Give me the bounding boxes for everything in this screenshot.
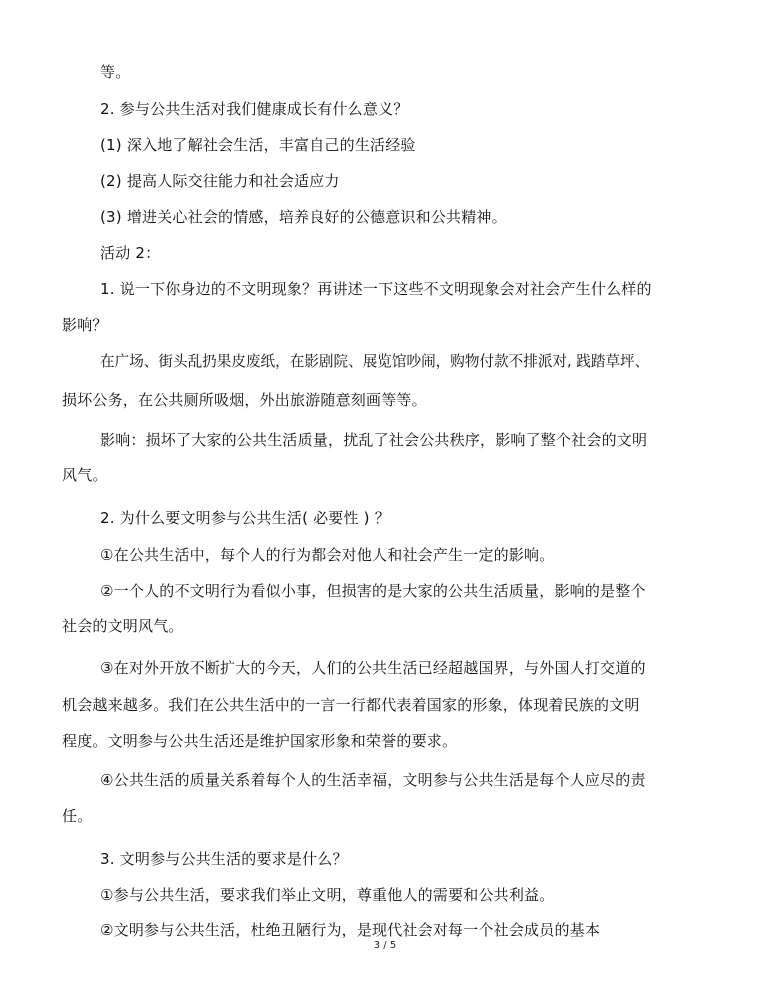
text-line: ①在公共生活中，每个人的行为都会对他人和社会产生一定的影响。	[100, 546, 555, 564]
text-line: 机会越来越多。我们在公共生活中的一言一行都代表着国家的形象，体现着民族的文明	[62, 696, 640, 714]
text-line: ②文明参与公共生活，杜绝丑陋行为，是现代社会对每一个社会成员的基本	[100, 921, 601, 939]
text-line: (1) 深入地了解社会生活，丰富自己的生活经验	[100, 136, 416, 154]
text-line: (3) 增进关心社会的情感，培养良好的公德意识和公共精神。	[100, 208, 507, 226]
text-line: 任。	[62, 807, 93, 825]
text-line: ②一个人的不文明行为看似小事，但损害的是大家的公共生活质量，影响的是整个	[100, 582, 646, 600]
text-line: ③在对外开放不断扩大的今天，人们的公共生活已经超越国界，与外国人打交道的	[100, 659, 646, 677]
text-line: (2) 提高人际交往能力和社会适应力	[100, 172, 340, 190]
text-line: 在广场、街头乱扔果皮废纸，在影剧院、展览馆吵闹，购物付款不排派对, 践踏草坪、	[100, 353, 650, 370]
text-line: 影响？	[62, 316, 108, 334]
text-line: 程度。文明参与公共生活还是维护国家形象和荣誉的要求。	[62, 732, 458, 750]
page-number: 3 / 5	[373, 940, 397, 951]
text-line: 社会的文明风气。	[62, 617, 184, 635]
text-line: ①参与公共生活，要求我们举止文明，尊重他人的需要和公共利益。	[100, 886, 555, 904]
text-line: 等。	[100, 63, 131, 81]
text-line: 1. 说一下你身边的不文明现象？再讲述一下这些不文明现象会对社会产生什么样的	[100, 280, 652, 298]
text-line: 2. 参与公共生活对我们健康成长有什么意义？	[100, 100, 409, 118]
text-line: 风气。	[62, 466, 108, 484]
text-line: 活动 2：	[100, 244, 161, 262]
text-line: 影响：损坏了大家的公共生活质量，扰乱了社会公共秩序，影响了整个社会的文明	[100, 431, 648, 449]
text-line: 损坏公务，在公共厕所吸烟，外出旅游随意刻画等等。	[62, 391, 427, 409]
text-line: ④公共生活的质量关系着每个人的生活幸福，文明参与公共生活是每个人应尽的责	[100, 771, 646, 789]
text-line: 2. 为什么要文明参与公共生活( 必要性 ) ？	[100, 509, 390, 527]
text-line: 3. 文明参与公共生活的要求是什么？	[100, 850, 348, 868]
